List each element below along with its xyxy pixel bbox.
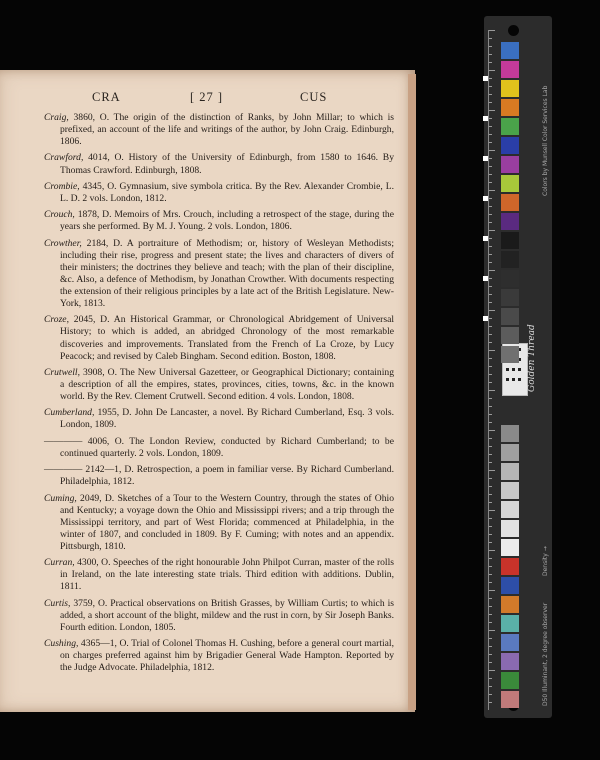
ruler-tick bbox=[489, 622, 492, 623]
ruler-tick bbox=[489, 102, 492, 103]
catalog-entry bbox=[44, 557, 394, 593]
entry-text: 1878, D. Memoirs of Mrs. Crouch, including a retrospect of the stage, during the years she performed. By M. J. Young. 2 vols. London, 1806. bbox=[60, 209, 394, 233]
ruler-tick bbox=[489, 134, 492, 135]
entry-text: 2184, D. A portraiture of Methodism; or, history of Wesleyan Methodists; including their rise, progress and present state; the lives and characters of divers of their ministers; the doctrines they believe and teach; with the plan of their discipline, &c. Also, a defence of Methodism, by Jonathan Crowther. With documents respecting the extension of their religious principles by a late act of the British Legislature. New-York, 1813. bbox=[60, 237, 394, 310]
ruler-tick bbox=[489, 390, 495, 391]
ruler-tick bbox=[489, 182, 492, 183]
ruler-scale bbox=[488, 30, 496, 710]
card-hole-top bbox=[508, 25, 519, 36]
ruler-tick bbox=[489, 150, 495, 151]
color-swatch bbox=[501, 99, 519, 116]
ruler-tick bbox=[489, 558, 492, 559]
ruler-tick bbox=[489, 678, 492, 679]
entry-author: Curran, bbox=[44, 557, 75, 569]
color-swatch bbox=[501, 691, 519, 708]
ruler-tick bbox=[489, 254, 492, 255]
catalog-entry bbox=[44, 209, 394, 233]
color-swatch bbox=[501, 175, 519, 192]
ruler-tick bbox=[489, 46, 492, 47]
color-swatch bbox=[501, 596, 519, 613]
registration-mark bbox=[483, 276, 488, 281]
color-swatch bbox=[501, 615, 519, 632]
catalog-entry bbox=[44, 493, 394, 553]
ruler-tick bbox=[489, 278, 492, 279]
entry-text: 3759, O. Practical observations on British Grasses, by William Curtis; to which is added, a short account of the blight, mildew and the rust in corn, by Sir Joseph Banks. Fourth edition. London, 1805. bbox=[60, 597, 394, 633]
ruler-tick bbox=[489, 406, 492, 407]
color-swatch bbox=[501, 232, 519, 249]
color-swatch bbox=[501, 251, 519, 268]
color-swatch bbox=[501, 308, 519, 325]
ruler-tick bbox=[489, 494, 492, 495]
color-swatch bbox=[501, 425, 519, 442]
ruler-tick bbox=[489, 238, 492, 239]
color-swatch bbox=[501, 672, 519, 689]
ruler-tick bbox=[489, 694, 492, 695]
color-swatch bbox=[501, 444, 519, 461]
ruler-tick bbox=[489, 486, 492, 487]
color-swatch bbox=[501, 270, 519, 287]
ruler-tick bbox=[489, 550, 495, 551]
ruler-tick bbox=[489, 366, 492, 367]
ruler-tick bbox=[489, 534, 492, 535]
entry-author: Crawford, bbox=[44, 152, 84, 164]
golden-thread-logo: Golden Thread bbox=[527, 324, 537, 392]
ruler-tick bbox=[489, 222, 492, 223]
entry-author: Cushing, bbox=[44, 638, 79, 650]
ruler-tick bbox=[489, 654, 492, 655]
ruler-tick bbox=[489, 342, 492, 343]
ruler-tick bbox=[489, 118, 492, 119]
ruler-tick bbox=[489, 166, 492, 167]
ruler-tick bbox=[489, 446, 492, 447]
catalog-entry bbox=[44, 238, 394, 311]
entry-author: Craig, bbox=[44, 112, 69, 123]
ruler-tick bbox=[489, 526, 492, 527]
ruler-tick bbox=[489, 326, 492, 327]
catalog-entry bbox=[44, 436, 394, 460]
ruler-tick bbox=[489, 350, 495, 351]
ruler-tick bbox=[489, 70, 495, 71]
entry-text: 2049, D. Sketches of a Tour to the Western Country, through the states of Ohio and Kentucky; a voyage down the Ohio and Mississippi rivers; and a trip through the Mississippi territory, and part of West Florida; commenced at Philadelphia, in the winter of 1807, and concluded in 1809. By F. Cuming; with notes and an appendix. Pittsburgh, 1810. bbox=[60, 492, 394, 552]
ruler-tick bbox=[489, 246, 492, 247]
entry-text: 4365—1, O. Trial of Colonel Thomas H. Cushing, before a general court martial, on charges preferred against him by Brigadier General Wade Hampton. Reported by the Judge Advocate. Philadelphia, 1812. bbox=[60, 638, 394, 674]
ruler-tick bbox=[489, 334, 492, 335]
ruler-tick bbox=[489, 230, 495, 231]
ruler-tick bbox=[489, 454, 492, 455]
ruler-tick bbox=[489, 414, 492, 415]
entry-text: ———— 2142—1, D. Retrospection, a poem in familiar verse. By Richard Cumberland. Philadelphia, 1812. bbox=[44, 464, 394, 488]
color-calibration-card bbox=[484, 16, 552, 718]
ruler-tick bbox=[489, 438, 492, 439]
ruler-tick bbox=[489, 470, 495, 471]
catalog-entry bbox=[44, 112, 394, 148]
ruler-tick bbox=[489, 630, 495, 631]
registration-mark bbox=[483, 156, 488, 161]
entry-text: 2045, D. An Historical Grammar, or Chronological Abridgement of Universal History; to which is added, an abridged Chronology of the most remarkable discoveries and improvements. Translated from the French of La Croze, by Lucy Peacock; and revised by Caleb Bingham. Second edition. Boston, 1808. bbox=[60, 314, 394, 362]
ruler-tick bbox=[489, 662, 492, 663]
entry-text: ———— 4006, O. The London Review, conducted by Richard Cumberland; to be continued quarterly. 2 vols. London, 1809. bbox=[44, 435, 394, 459]
ruler-tick bbox=[489, 478, 492, 479]
ruler-tick bbox=[489, 62, 492, 63]
color-swatch bbox=[501, 558, 519, 575]
entry-author: Curtis, bbox=[44, 597, 71, 609]
ruler-tick bbox=[489, 566, 492, 567]
entry-author: Crowther, bbox=[44, 237, 82, 249]
ruler-tick bbox=[489, 302, 492, 303]
illuminant-label: D50 Illuminant, 2 degree observer bbox=[542, 602, 549, 706]
catalog-entry bbox=[44, 638, 394, 674]
ruler-tick bbox=[489, 422, 492, 423]
ruler-tick bbox=[489, 518, 492, 519]
ruler-tick bbox=[489, 78, 492, 79]
entry-author: Crombie, bbox=[44, 180, 80, 192]
entry-author: Croze, bbox=[44, 314, 69, 326]
ruler-tick bbox=[489, 574, 492, 575]
catalog-entry bbox=[44, 598, 394, 634]
entry-text: 3860, O. The origin of the distinction of Ranks, by John Millar; to which is prefixed, an account of the life and writings of the author, by John Craig. Edinburgh, 1806. bbox=[60, 112, 394, 148]
catalog-entry bbox=[44, 314, 394, 362]
header-right: CUS bbox=[300, 90, 328, 104]
registration-mark bbox=[483, 316, 488, 321]
ruler-tick bbox=[489, 686, 492, 687]
color-swatch bbox=[501, 80, 519, 97]
color-swatch bbox=[501, 634, 519, 651]
color-swatch bbox=[501, 61, 519, 78]
ruler-tick bbox=[489, 582, 492, 583]
registration-mark bbox=[483, 116, 488, 121]
ruler-tick bbox=[489, 94, 492, 95]
ruler-tick bbox=[489, 510, 495, 511]
header-left: CRA bbox=[92, 90, 121, 104]
catalog-entries bbox=[44, 112, 394, 679]
ruler-tick bbox=[489, 670, 495, 671]
ruler-tick bbox=[489, 38, 492, 39]
color-swatch bbox=[501, 463, 519, 480]
color-swatch bbox=[501, 501, 519, 518]
ruler-tick bbox=[489, 598, 492, 599]
ruler-tick bbox=[489, 110, 495, 111]
book-page bbox=[0, 70, 415, 712]
ruler-tick bbox=[489, 126, 492, 127]
density-label: Density → bbox=[542, 546, 549, 576]
ruler-tick bbox=[489, 190, 495, 191]
page-number: [ 27 ] bbox=[190, 90, 224, 104]
color-swatch bbox=[501, 577, 519, 594]
entry-text: 1955, D. John De Lancaster, a novel. By Richard Cumberland, Esq. 3 vols. London, 1809. bbox=[60, 407, 394, 431]
ruler-tick bbox=[489, 646, 492, 647]
entry-author: Crouch, bbox=[44, 209, 75, 221]
ruler-tick bbox=[489, 286, 492, 287]
page-edge bbox=[408, 74, 416, 710]
color-swatch bbox=[501, 213, 519, 230]
ruler-tick bbox=[489, 262, 492, 263]
ruler-tick bbox=[489, 86, 492, 87]
entry-author: Cumberland, bbox=[44, 407, 95, 419]
ruler-tick bbox=[489, 158, 492, 159]
ruler-tick bbox=[489, 318, 492, 319]
ruler-tick bbox=[489, 270, 495, 271]
color-swatch bbox=[501, 520, 519, 537]
ruler-tick bbox=[489, 206, 492, 207]
color-swatch bbox=[501, 482, 519, 499]
catalog-entry bbox=[44, 367, 394, 403]
ruler-tick bbox=[489, 462, 492, 463]
ruler-tick bbox=[489, 294, 492, 295]
ruler-tick bbox=[489, 174, 492, 175]
color-swatch bbox=[501, 539, 519, 556]
ruler-tick bbox=[489, 398, 492, 399]
ruler-tick bbox=[489, 374, 492, 375]
entry-text: 4300, O. Speeches of the right honourable John Philpot Curran, master of the rolls in Ireland, on the late interesting state trials. Third edition with additions. Dublin, 1811. bbox=[60, 557, 394, 593]
ruler-tick bbox=[489, 30, 495, 31]
ruler-tick bbox=[489, 142, 492, 143]
color-swatch bbox=[501, 137, 519, 154]
card-brand-label: Colors by Munsell Color Services Lab bbox=[542, 85, 549, 196]
ruler-tick bbox=[489, 198, 492, 199]
ruler-tick bbox=[489, 310, 495, 311]
ruler-tick bbox=[489, 54, 492, 55]
entry-text: 3908, O. The New Universal Gazetteer, or Geographical Dictionary; containing a description of all the empires, states, provinces, cities, towns, &c. in the known world. By the Rev. Clement Crutwell. Second edition. 4 vols. London, 1808. bbox=[60, 366, 394, 403]
ruler-tick bbox=[489, 638, 492, 639]
ruler-tick bbox=[489, 590, 495, 591]
catalog-entry bbox=[44, 407, 394, 431]
ruler-tick bbox=[489, 358, 492, 359]
color-swatch bbox=[501, 289, 519, 306]
registration-mark bbox=[483, 236, 488, 241]
ruler-tick bbox=[489, 606, 492, 607]
registration-mark bbox=[483, 196, 488, 201]
ruler-tick bbox=[489, 430, 495, 431]
ruler-tick bbox=[489, 382, 492, 383]
ruler-tick bbox=[489, 542, 492, 543]
color-swatch bbox=[501, 42, 519, 59]
entry-text: 4345, O. Gymnasium, sive symbola critica. By the Rev. Alexander Crombie, L. L. D. 2 vols. London, 1812. bbox=[60, 180, 394, 204]
color-swatch bbox=[501, 327, 519, 344]
color-swatch bbox=[501, 653, 519, 670]
ruler-tick bbox=[489, 614, 492, 615]
color-swatch bbox=[501, 118, 519, 135]
catalog-entry bbox=[44, 181, 394, 205]
color-swatch bbox=[501, 346, 519, 363]
running-header bbox=[0, 90, 415, 108]
registration-mark bbox=[483, 76, 488, 81]
entry-author: Crutwell, bbox=[44, 366, 80, 378]
color-swatch bbox=[501, 194, 519, 211]
entry-author: Cuming, bbox=[44, 492, 77, 504]
ruler-tick bbox=[489, 214, 492, 215]
ruler-tick bbox=[489, 502, 492, 503]
entry-text: 4014, O. History of the University of Edinburgh, from 1580 to 1646. By Thomas Crawford. Edinburgh, 1808. bbox=[60, 152, 394, 176]
catalog-entry bbox=[44, 152, 394, 176]
ruler-tick bbox=[489, 702, 492, 703]
color-swatch bbox=[501, 156, 519, 173]
catalog-entry bbox=[44, 464, 394, 488]
